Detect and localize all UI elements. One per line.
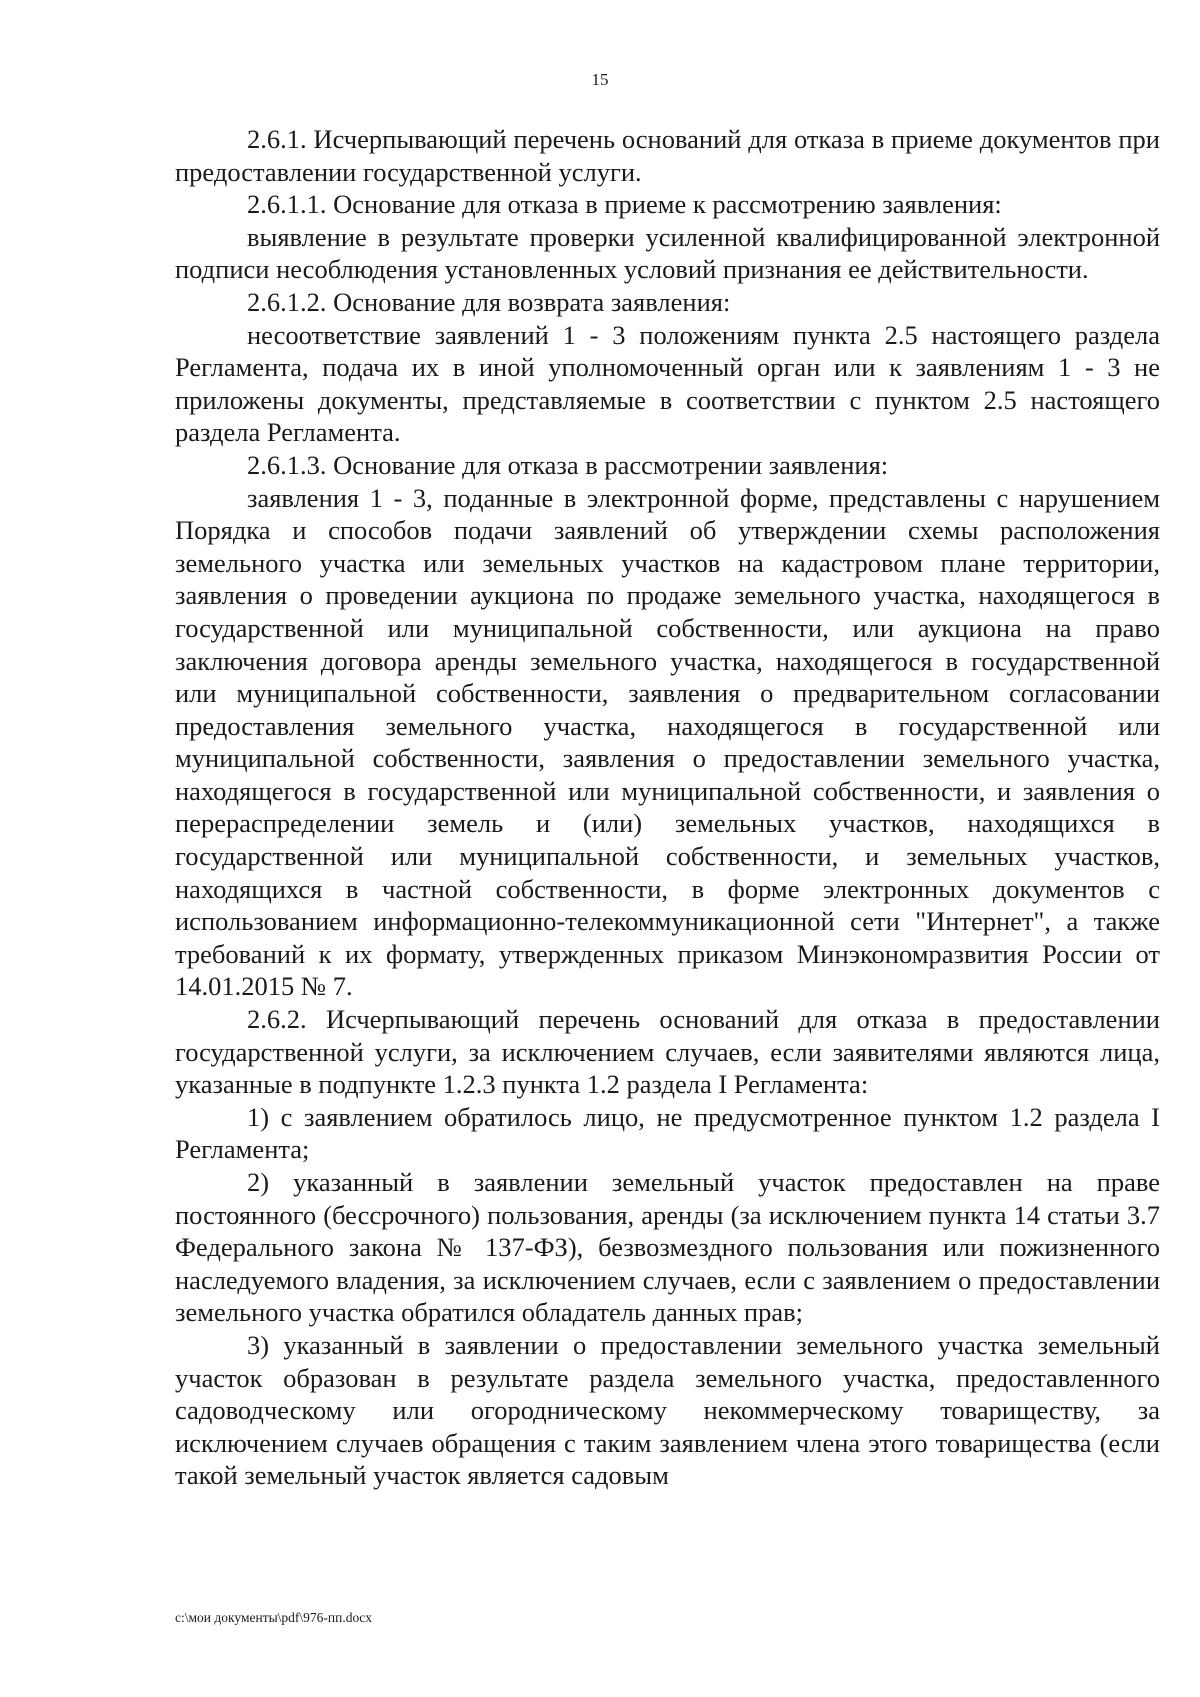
- file-path-footer: c:\мои документы\pdf\976-пп.docx: [175, 1610, 372, 1625]
- paragraph-signature-check: выявление в результате проверки усиленной квалифицированной электронной подписи несоблюдения установленных условий признания ее действительности.: [175, 221, 1160, 285]
- paragraph-electronic-form: заявления 1 - 3, поданные в электронной форме, представлены с нарушением Порядка и способов подачи заявлений об утверждении схемы расположения земельного участка или земельных участков на кадастровом плане территории, заявления о проведении аукциона по продаже земельного участка, находящегося в государственной или муниципальной собственности, или аукциона на право заключения договора аренды земельного участка, находящегося в государственной или муниципальной собственности, заявления о предварительном согласовании предоставления земельного участка, находящегося в государственной или муниципальной собственности, заявления о предоставлении земельного участка, находящегося в государственной или муниципальной собственности, и заявления о перераспределении земель и (или) земельных участков, находящихся в государственной или муниципальной собственности, и земельных участков, находящихся в частной собственности, в форме электронных документов с использованием информационно-телекоммуникационной сети "Интернет", а также требований к их формату, утвержденных приказом Минэкономразвития России от 14.01.2015 № 7.: [175, 482, 1160, 1002]
- paragraph-item-2: 2) указанный в заявлении земельный участок предоставлен на праве постоянного (бессрочного) пользования, аренды (за исключением пункта 14 статьи 3.7 Федерального закона № 137-ФЗ), безвозмездного пользования или пожизненного наследуемого владения, за исключением случаев, если с заявлением о предоставлении земельного участка обратился обладатель данных прав;: [175, 1167, 1160, 1328]
- paragraph-return-grounds: несоответствие заявлений 1 - 3 положениям пункта 2.5 настоящего раздела Регламента, подача их в иной уполномоченный орган или к заявлениям 1 - 3 не приложены документы, представляемые в соответствии с пунктом 2.5 настоящего раздела Регламента.: [175, 319, 1160, 448]
- page-number: 15: [591, 70, 609, 89]
- document-body: [175, 123, 1160, 1492]
- paragraph-2-6-1-3: 2.6.1.3. Основание для отказа в рассмотрении заявления:: [247, 449, 889, 480]
- paragraph-2-6-1: 2.6.1. Исчерпывающий перечень оснований для отказа в приеме документов при предоставлении государственной услуги.: [175, 124, 1160, 187]
- paragraph-item-3: 3) указанный в заявлении о предоставлении земельного участка земельный участок образован в результате раздела земельного участка, предоставленного садоводческому или огородническому некоммерческому товариществу, за исключением случаев обращения с таким заявлением члена этого товарищества (если такой земельный участок является садовым: [175, 1329, 1160, 1491]
- paragraph-2-6-2: 2.6.2. Исчерпывающий перечень оснований для отказа в предоставлении государственной услуги, за исключением случаев, если заявителями являются лица, указанные в подпункте 1.2.3 пункта 1.2 раздела I Регламента:: [175, 1004, 1160, 1100]
- paragraph-item-1: 1) с заявлением обратилось лицо, не предусмотренное пунктом 1.2 раздела I Регламента;: [175, 1101, 1160, 1165]
- paragraph-2-6-1-1: 2.6.1.1. Основание для отказа в приеме к рассмотрению заявления:: [247, 189, 1002, 220]
- paragraph-2-6-1-2: 2.6.1.2. Основание для возврата заявления:: [247, 286, 731, 317]
